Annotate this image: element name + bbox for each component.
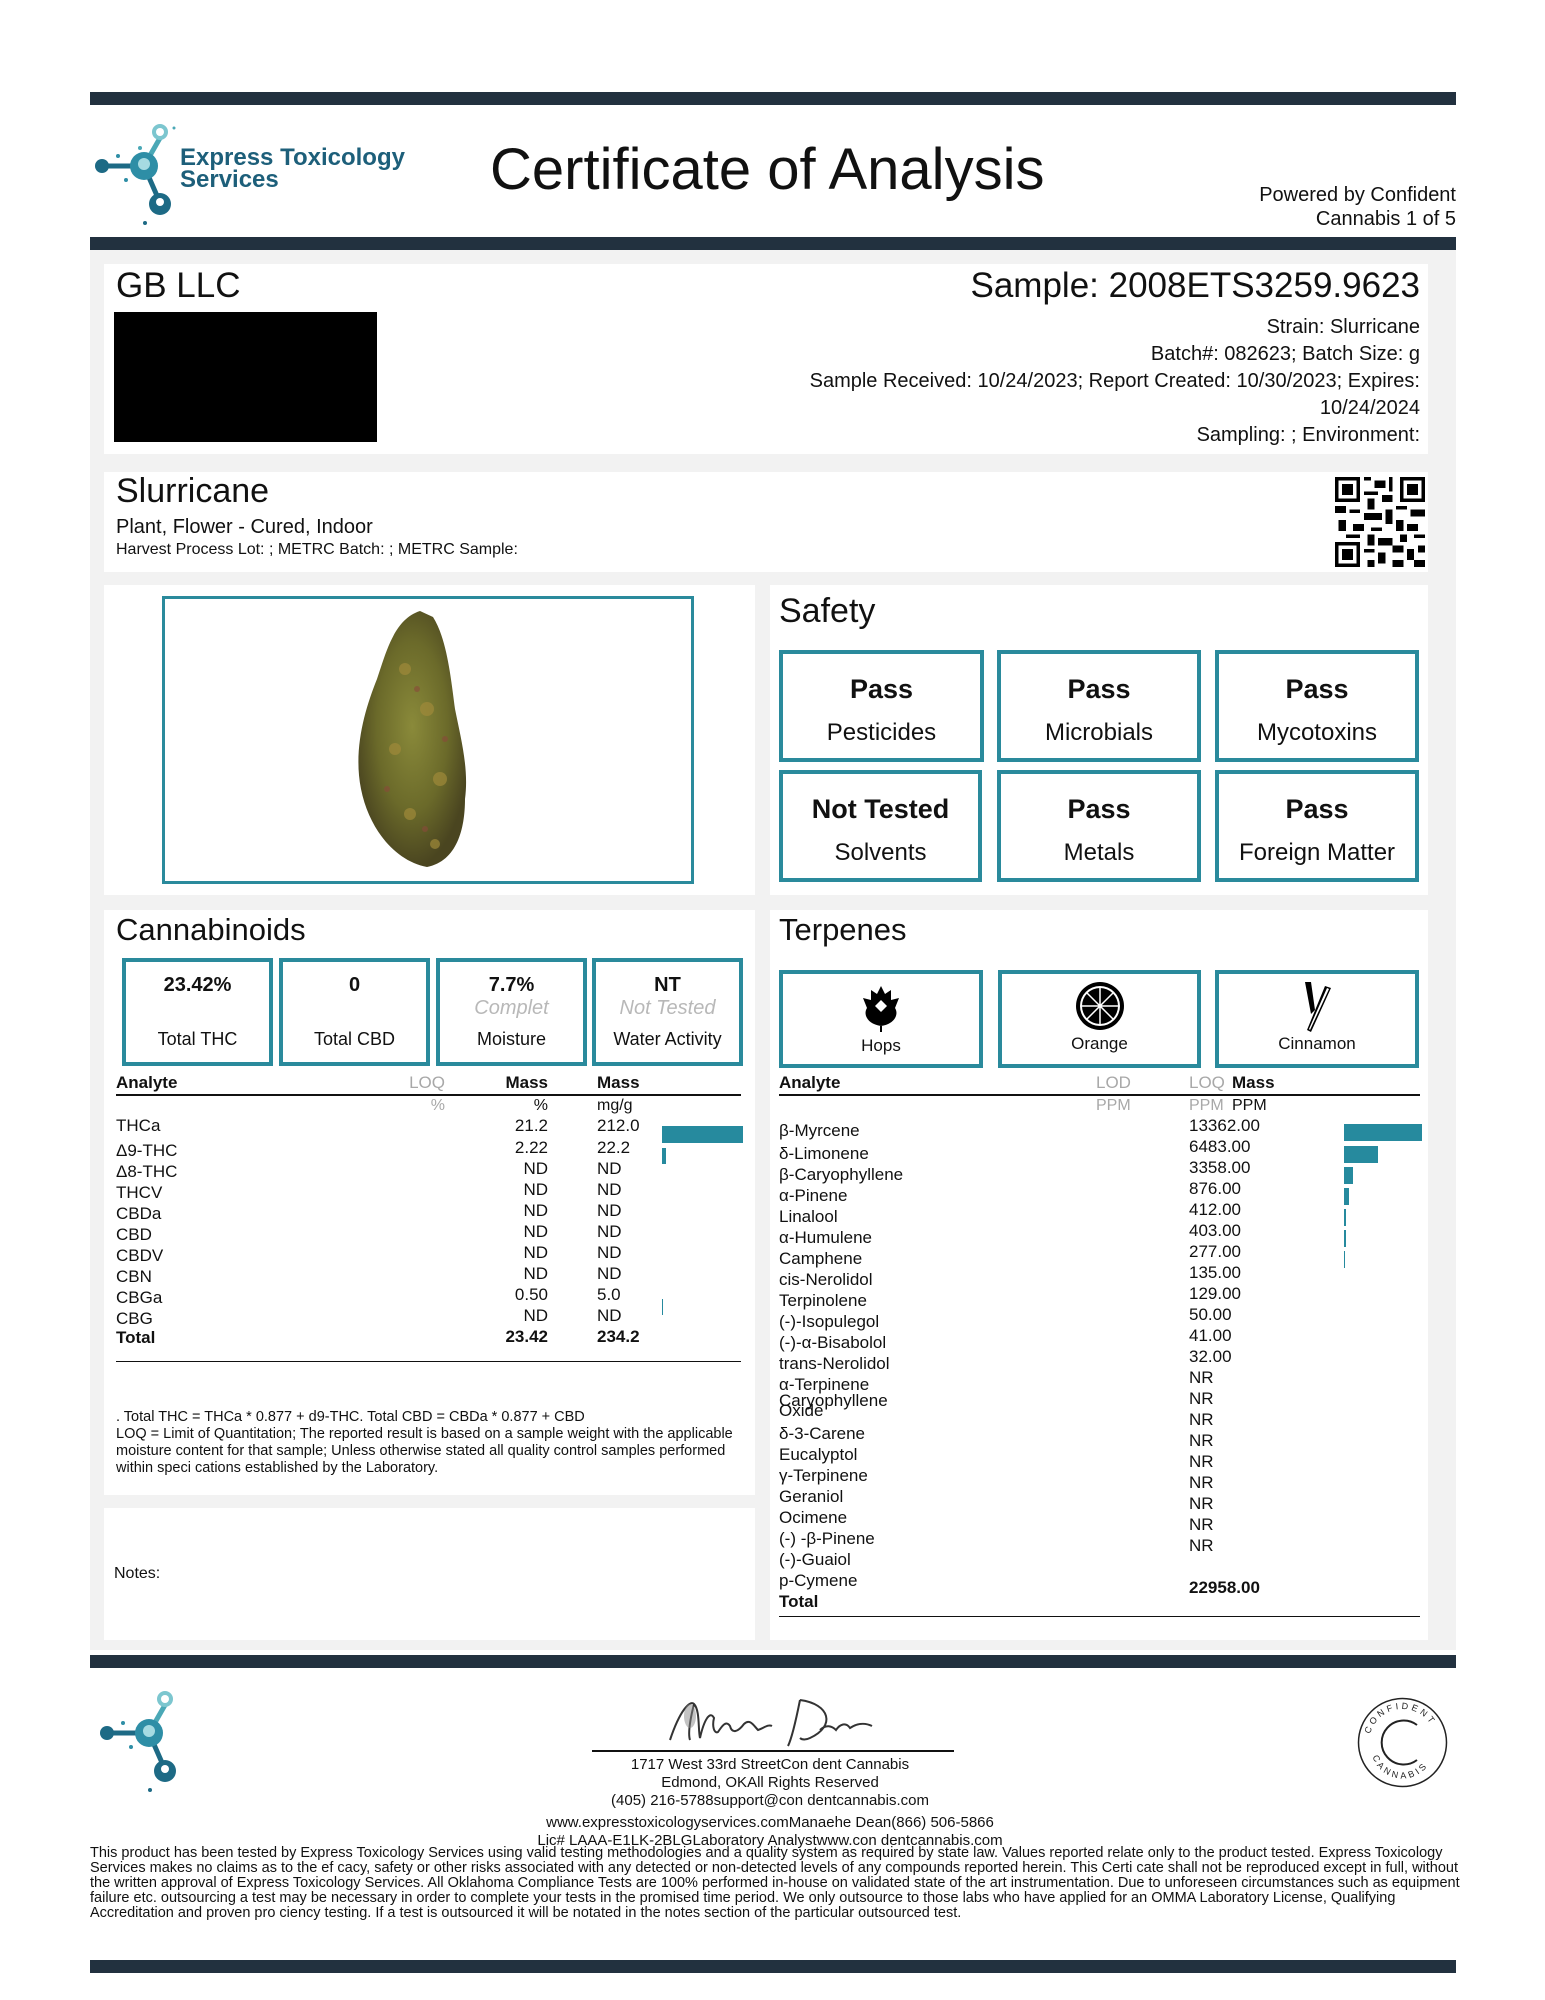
product-name: Slurricane: [116, 472, 270, 510]
terp-col-loq: LOQ: [1189, 1073, 1225, 1092]
table-row: CBD: [116, 1225, 152, 1244]
safety-label: Mycotoxins: [1256, 719, 1378, 746]
row-mg: ND: [597, 1180, 622, 1199]
row-mass: 32.00: [1189, 1347, 1232, 1366]
safety-result: Pass: [1285, 674, 1349, 704]
row-pct: ND: [523, 1180, 548, 1199]
terp-unit-loq: PPM: [1189, 1097, 1224, 1114]
cinnamon-icon: [1219, 980, 1415, 1034]
table-row: (-) -β-Pinene: [779, 1529, 875, 1548]
table-row: Camphene: [779, 1249, 863, 1268]
row-mg: ND: [597, 1243, 622, 1262]
safety-metals: [997, 770, 1201, 882]
sample-id: Sample: 2008ETS3259.9623: [970, 266, 1420, 305]
safety-label: Foreign Matter: [1238, 839, 1396, 866]
summary-label: Total CBD: [313, 1029, 396, 1049]
row-pct: 2.22: [514, 1138, 548, 1157]
safety-result: Pass: [1067, 794, 1131, 824]
product-type: Plant, Flower - Cured, Indoor: [116, 516, 373, 538]
table-row: γ-Terpinene: [779, 1466, 868, 1485]
row-mass: NR: [1189, 1515, 1214, 1534]
safety-result: Pass: [1285, 794, 1349, 824]
table-row: α-Pinene: [779, 1186, 848, 1205]
row-pct: ND: [523, 1159, 548, 1178]
terp-header-rule: [779, 1094, 1420, 1096]
row-mg: 212.0: [597, 1116, 640, 1135]
d9-thc-bar: [662, 1148, 666, 1164]
total-mass: 22958.00: [1189, 1578, 1260, 1597]
table-row: (-)-Isopulegol: [779, 1312, 880, 1331]
notes-card: [104, 1508, 755, 1640]
table-row: Eucalyptol: [779, 1445, 858, 1464]
row-mass: 412.00: [1189, 1200, 1241, 1219]
row-mg: ND: [597, 1306, 622, 1325]
table-row: α-Humulene: [779, 1228, 872, 1247]
row-mass: 277.00: [1189, 1242, 1241, 1261]
strain: Strain: Slurricane: [1266, 316, 1420, 338]
table-row: trans-Nerolidol: [779, 1354, 890, 1373]
signature: [660, 1690, 890, 1750]
sample-details: [810, 314, 1420, 449]
unit-pct: %: [533, 1097, 548, 1114]
summary-sub: [126, 997, 269, 1021]
cannabinoids-title: Cannabinoids: [116, 912, 306, 947]
disclaimer: This product has been tested by Express Toxicology Services using valid testing methodologies and a quality system as required by state law. Values reported relate only to the product tested. Express Toxicology Services makes no claims as to the ef cacy, safety or other risks associated with any detected or non-detected levels of any compounds reported herein. This Certi cate shall not be reproduced except in full, without the written approval of Express Toxicology Services. All Oklahoma Compliance Tests are 100% performed in-house on validated state of the art instrumentation. Due to unforeseen circumstances such as equipment failure etc. outsourcing a test may be necessary in order to complete your tests in the promised time period. We only outsource to those labs who have applied for an OMMA Laboratory License, Qualifying Accreditation and proven pro ciency testing. If a test is outsourced it will be notated in the notes section of the particular outsourced test.: [90, 1845, 1460, 1921]
row-mg: 22.2: [597, 1138, 631, 1157]
humulene-bar: [1344, 1230, 1346, 1247]
bottom-divider: [90, 1960, 1456, 1973]
caryophyllene-bar: [1344, 1167, 1353, 1184]
city-line: Edmond, OKAll Rights Reserved: [661, 1774, 879, 1791]
table-row: Δ8-THC: [116, 1162, 178, 1181]
safety-label: Metals: [1063, 839, 1135, 866]
table-row: Ocimene: [779, 1508, 848, 1527]
logo-line1: Express Toxicology: [180, 144, 405, 171]
svg-text:CONFIDENT: CONFIDENT: [1362, 1700, 1439, 1735]
phone-line: (405) 216-5788support@con dentcannabis.com: [611, 1792, 929, 1809]
dates: Sample Received: 10/24/2023; Report Created: 10/30/2023; Expires:: [809, 370, 1420, 392]
table-row: Linalool: [779, 1207, 838, 1226]
row-pct: ND: [523, 1306, 548, 1325]
table-row: Terpinolene: [779, 1291, 867, 1310]
summary-value: NT: [654, 974, 681, 996]
table-row: THCa: [116, 1116, 161, 1135]
table-row: δ-3-Carene: [779, 1424, 865, 1443]
table-row: CBDV: [116, 1246, 164, 1265]
summary-sub: Not Tested: [619, 997, 716, 1019]
pinene-bar: [1344, 1188, 1349, 1205]
row-mass: NR: [1189, 1452, 1214, 1471]
signature-line: [592, 1750, 954, 1752]
col-analyte: Analyte: [116, 1073, 178, 1092]
loq-note: LOQ = Limit of Quantitation; The reported result is based on a sample weight with the applicable moisture content for that sample; Unless otherwise stated all quality control samples performed within speci cations established by the Laboratory.: [116, 1426, 733, 1476]
row-mass: NR: [1189, 1431, 1214, 1450]
safety-microbials: [997, 650, 1201, 762]
header-divider: [90, 237, 1456, 250]
total-row: Total: [116, 1328, 156, 1347]
website-line[interactable]: www.expresstoxicologyservices.comManaehe Dean(866) 506-5866: [546, 1814, 994, 1831]
row-pct: 0.50: [514, 1285, 548, 1304]
row-mass: NR: [1189, 1389, 1214, 1408]
terp-unit-mass: PPM: [1232, 1097, 1267, 1114]
footer-divider: [90, 1655, 1456, 1668]
page-count: Cannabis 1 of 5: [1315, 208, 1456, 230]
col-loq: LOQ: [409, 1073, 445, 1092]
terp-col-analyte: Analyte: [779, 1073, 841, 1092]
row-mg: 5.0: [597, 1285, 621, 1304]
unit-loq: %: [430, 1097, 445, 1114]
terp-unit-lod: PPM: [1096, 1097, 1131, 1114]
safety-foreign-matter: [1215, 770, 1419, 882]
total-cbd-box: [279, 958, 430, 1066]
table-row: p-Cymene: [779, 1571, 858, 1590]
aroma-cinnamon: [1215, 970, 1419, 1068]
col-mass-pct: Mass: [505, 1073, 548, 1092]
row-mass: NR: [1189, 1536, 1214, 1555]
terp-col-lod: LOD: [1096, 1073, 1131, 1092]
total-thc-box: [122, 958, 273, 1066]
table-row: CBN: [116, 1267, 152, 1286]
sampling: Sampling: ; Environment:: [1196, 424, 1420, 446]
total-mg: 234.2: [597, 1327, 640, 1346]
safety-pesticides: [779, 650, 984, 762]
logo-line2: Services: [180, 166, 279, 193]
aroma-label: Hops: [861, 1036, 901, 1055]
row-pct: 21.2: [514, 1116, 548, 1135]
notes-label: Notes:: [114, 1565, 161, 1582]
row-mass: 3358.00: [1189, 1158, 1251, 1177]
row-mg: ND: [597, 1201, 622, 1220]
row-mass: 135.00: [1189, 1263, 1241, 1282]
terpenes-title: Terpenes: [779, 912, 907, 947]
safety-label: Microbials: [1044, 719, 1154, 746]
table-row: β-Myrcene: [779, 1121, 860, 1140]
safety-mycotoxins: [1215, 650, 1419, 762]
license-line: Lic# LAAA-E1LK-2BLGLaboratory Analystwww.con dentcannabis.com: [537, 1832, 1003, 1849]
camphene-bar: [1344, 1251, 1345, 1268]
row-mass: NR: [1189, 1368, 1214, 1387]
header-rule: [116, 1094, 741, 1096]
aroma-label: Orange: [1071, 1034, 1128, 1053]
row-pct: ND: [523, 1243, 548, 1262]
terp-col-mass: Mass: [1232, 1073, 1275, 1092]
row-pct: ND: [523, 1222, 548, 1241]
thca-bar: [662, 1126, 743, 1143]
aroma-label: Cinnamon: [1278, 1034, 1356, 1053]
confident-cannabis-seal-icon: [1355, 1695, 1450, 1790]
safety-result: Pass: [1067, 674, 1131, 704]
summary-sub: Complet: [474, 997, 549, 1019]
redacted-block: [114, 312, 377, 442]
row-mass: NR: [1189, 1494, 1214, 1513]
table-row: Δ9-THC: [116, 1141, 178, 1160]
row-mass: 50.00: [1189, 1305, 1232, 1324]
total-row: Total: [779, 1592, 819, 1611]
row-mg: ND: [597, 1159, 622, 1178]
col-mass-mg: Mass: [597, 1073, 640, 1092]
powered-by: [1259, 183, 1456, 231]
row-mass: NR: [1189, 1473, 1214, 1492]
footer-logo-icon: [95, 1685, 185, 1795]
address-line: 1717 West 33rd StreetCon dent Cannabis: [630, 1756, 910, 1773]
terp-bottom-rule: [779, 1616, 1420, 1617]
water-activity-box: [592, 958, 743, 1066]
summary-value: 23.42%: [163, 974, 232, 996]
summary-label: Water Activity: [613, 1029, 722, 1049]
aroma-orange: [998, 970, 1201, 1068]
linalool-bar: [1344, 1209, 1346, 1226]
row-mass: 6483.00: [1189, 1137, 1251, 1156]
table-row: CBG: [116, 1309, 153, 1328]
table-row: β-Caryophyllene: [779, 1165, 904, 1184]
cannabinoid-notes: [116, 1409, 741, 1477]
row-mass: 41.00: [1189, 1326, 1232, 1345]
table-row: CBGa: [116, 1288, 163, 1307]
table-row: (-)-Guaiol: [779, 1550, 851, 1569]
footer-contact: [420, 1756, 1120, 1850]
safety-result: Pass: [849, 674, 914, 704]
lot-info: Harvest Process Lot: ; METRC Batch: ; METRC Sample:: [116, 541, 518, 558]
product-image: [162, 596, 694, 884]
table-row: α-Terpinene: [779, 1375, 870, 1394]
myrcene-bar: [1344, 1124, 1422, 1141]
table-row: THCV: [116, 1183, 163, 1202]
moisture-box: [436, 958, 587, 1066]
client-name: GB LLC: [116, 266, 241, 305]
top-divider: [90, 92, 1456, 105]
summary-value: 7.7%: [488, 974, 535, 996]
page-title: Certificate of Analysis: [490, 137, 1045, 202]
formula-note: . Total THC = THCa * 0.877 + d9-THC. Total CBD = CBDa * 0.877 + CBD: [116, 1409, 585, 1425]
table-row: Geraniol: [779, 1487, 844, 1506]
safety-label: Pesticides: [826, 719, 937, 746]
aroma-hops: [779, 970, 983, 1068]
qr-code[interactable]: [1335, 477, 1425, 567]
safety-result: Not Tested: [811, 794, 950, 824]
table-row: cis-Nerolidol: [779, 1270, 873, 1289]
powered-line1: Powered by Confident: [1259, 184, 1456, 206]
table-row: δ-Limonene: [779, 1144, 869, 1163]
row-pct: ND: [523, 1264, 548, 1283]
row-pct: ND: [523, 1201, 548, 1220]
summary-value: 0: [348, 974, 361, 996]
safety-solvents: [779, 770, 982, 882]
hops-icon: [783, 984, 979, 1034]
row-mass: NR: [1189, 1410, 1214, 1429]
row-mass: 13362.00: [1189, 1116, 1260, 1135]
expires: 10/24/2024: [1319, 397, 1420, 419]
total-pct: 23.42: [505, 1327, 548, 1346]
batch: Batch#: 082623; Batch Size: g: [1150, 343, 1420, 365]
row-mg: ND: [597, 1264, 622, 1283]
ets-logo-icon: [90, 118, 180, 228]
summary-label: Moisture: [476, 1029, 547, 1049]
row-mass: 129.00: [1189, 1284, 1241, 1303]
limonene-bar: [1344, 1146, 1378, 1163]
row-mg: ND: [597, 1222, 622, 1241]
unit-mg: mg/g: [597, 1097, 633, 1114]
svg-text:CANNABIS: CANNABIS: [1370, 1753, 1431, 1781]
safety-label: Solvents: [834, 839, 927, 866]
table-row: (-)-α-Bisabolol: [779, 1333, 887, 1352]
safety-title: Safety: [779, 592, 876, 630]
row-mass: 403.00: [1189, 1221, 1241, 1240]
row-mass: 876.00: [1189, 1179, 1241, 1198]
table-bottom-rule: [116, 1361, 741, 1362]
table-row: CBDa: [116, 1204, 162, 1223]
orange-icon: [1002, 980, 1197, 1032]
summary-label: Total THC: [157, 1029, 238, 1049]
cbga-bar: [662, 1299, 663, 1315]
summary-sub: [283, 997, 426, 1021]
table-row: Caryophyllene Oxide: [779, 1391, 888, 1420]
